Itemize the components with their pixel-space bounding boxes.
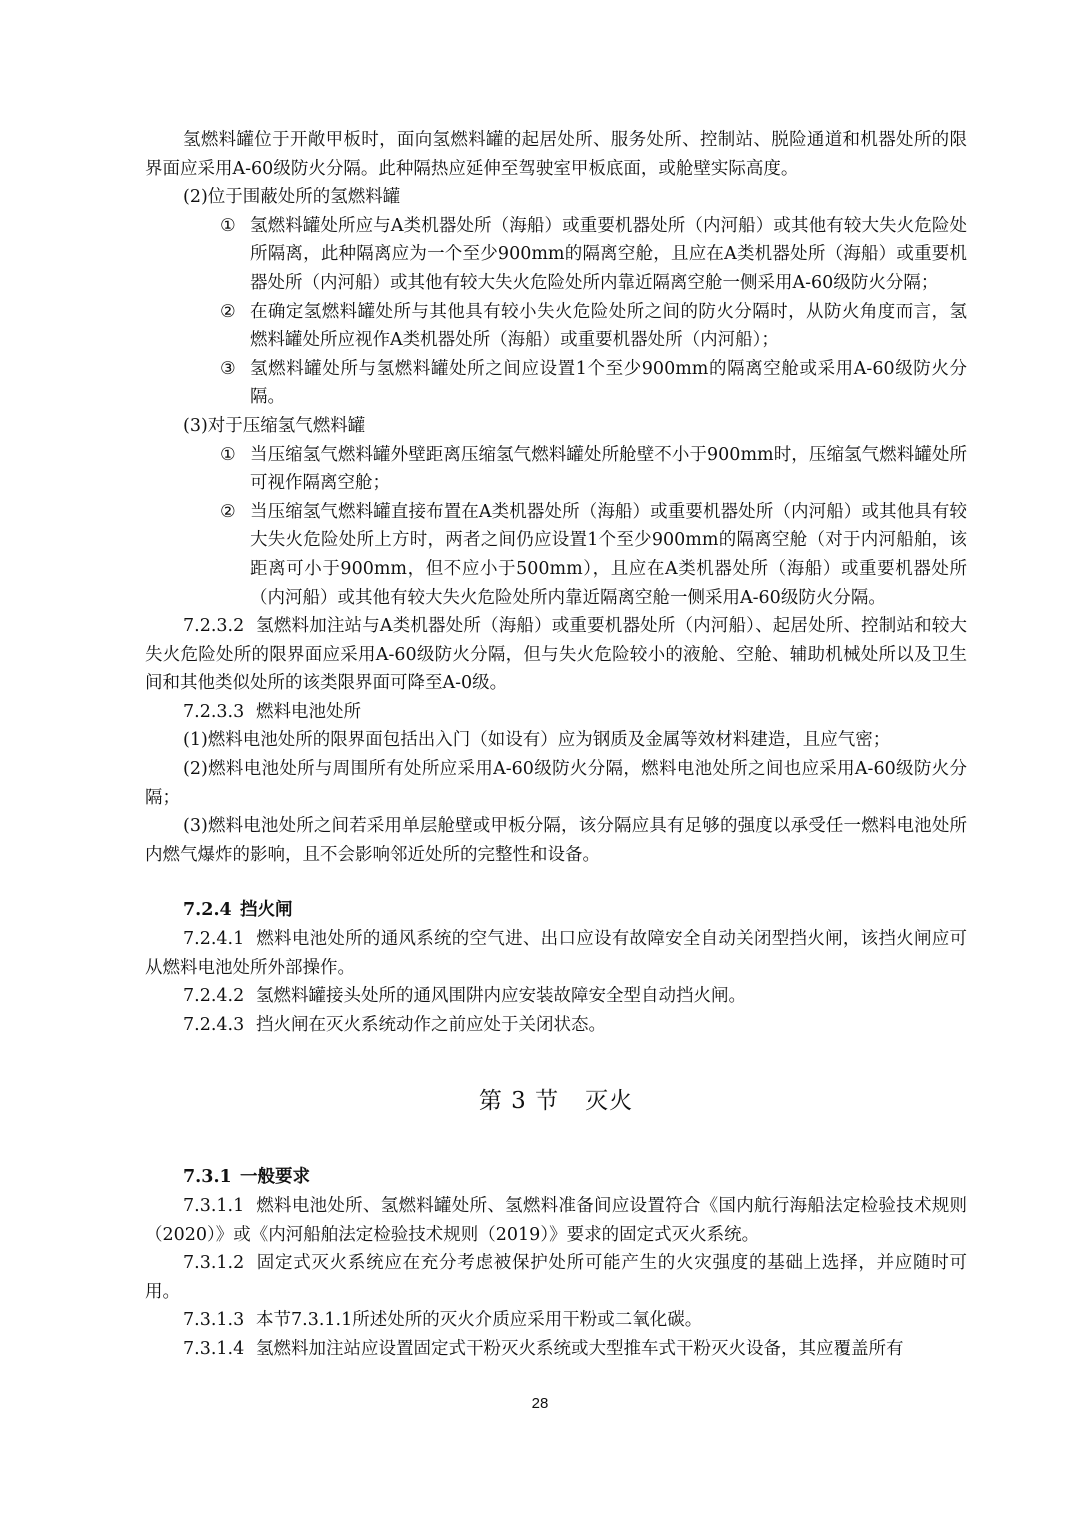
clause-7-2-3-3 <box>145 698 967 727</box>
list-item <box>145 298 967 355</box>
heading-number: 7.3.1 <box>183 1167 232 1188</box>
clause-number: 7.3.1.1 <box>183 1196 245 1216</box>
clause-text: 燃料电池处所、氢燃料罐处所、氢燃料准备间应设置符合《国内航行海船法定检验技术规则（2020）》或《内河船舶法定检验技术规则（2019）》要求的固定式灭火系统。 <box>145 1196 967 1245</box>
list-item-number: ② <box>220 301 236 322</box>
clause-text: 本节7.3.1.1所述处所的灭火介质应采用干粉或二氧化碳。 <box>256 1310 703 1331</box>
list-item-text: 当压缩氢气燃料罐直接布置在A类机器处所（海船）或重要机器处所（内河船）或其他具有较大失火危险处所上方时，两者之间仍应设置1个至少900mm的隔离空舱（对于内河船舶，该距离可小于900mm，但不应小于500mm），且应在A类机器处所（海船）或重要机器处所（内河船）或其他有较大失火危险处所内靠近隔离空舱一侧采用A-60级防火分隔。 <box>250 501 967 608</box>
paragraph-open-deck-tank: 氢燃料罐位于开敞甲板时，面向氢燃料罐的起居处所、服务处所、控制站、脱险通道和机器处所的限界面应采用A-60级防火分隔。此种隔热应延伸至驾驶室甲板底面，或舱壁实际高度。 <box>145 130 967 179</box>
subsection-compressed-tank-title: (3)对于压缩氢气燃料罐 <box>183 415 366 436</box>
clause-text: 燃料电池处所 <box>256 701 361 722</box>
heading-7-2-4 <box>145 896 967 925</box>
section-heading <box>145 1066 967 1136</box>
clause-7-2-3-2 <box>145 612 967 698</box>
paragraph-fuel-cell-a60: (2)燃料电池处所与周围所有处所应采用A-60级防火分隔，燃料电池处所之间也应采用A-60级防火分隔； <box>145 759 967 808</box>
clause-number: 7.2.4.2 <box>183 986 245 1007</box>
page-number: 28 <box>531 1395 549 1412</box>
heading-title: 一般要求 <box>240 1167 310 1188</box>
clause-7-2-4-1 <box>145 925 967 982</box>
clause-7-3-1-4 <box>145 1335 967 1364</box>
list-item-number: ② <box>220 501 236 522</box>
clause-7-2-4-2 <box>145 982 967 1011</box>
clause-text: 燃料电池处所的通风系统的空气进、出口应设有故障安全自动关闭型挡火闸，该挡火闸应可从燃料电池处所外部操作。 <box>145 929 967 978</box>
section-number: 第 3 节 <box>478 1088 560 1115</box>
list-item <box>145 212 967 298</box>
heading-7-3-1 <box>145 1163 967 1192</box>
clause-number: 7.3.1.3 <box>183 1310 245 1331</box>
list-item <box>145 355 967 412</box>
list-item <box>145 441 967 498</box>
list-item-text: 氢燃料罐处所与氢燃料罐处所之间应设置1个至少900mm的隔离空舱或采用A-60级防火分隔。 <box>250 358 967 408</box>
clause-number: 7.2.3.3 <box>183 701 245 722</box>
clause-text: 固定式灭火系统应在充分考虑被保护处所可能产生的火灾强度的基础上选择，并应随时可用。 <box>145 1253 967 1302</box>
list-item <box>145 498 967 612</box>
clause-7-3-1-2 <box>145 1249 967 1306</box>
clause-7-2-4-3 <box>145 1011 967 1040</box>
list-item-text: 在确定氢燃料罐处所与其他具有较小失火危险处所之间的防火分隔时，从防火角度而言，氢燃料罐处所应视作A类机器处所（海船）或重要机器处所（内河船）； <box>250 301 967 351</box>
list-item-number: ① <box>220 215 236 236</box>
clause-text: 氢燃料加注站应设置固定式干粉灭火系统或大型推车式干粉灭火设备，其应覆盖所有 <box>256 1338 904 1359</box>
subsection-enclosed-tank-title: (2)位于围蔽处所的氢燃料罐 <box>183 187 401 208</box>
list-item-text: 氢燃料罐处所应与A类机器处所（海船）或重要机器处所（内河船）或其他有较大失火危险处所隔离，此种隔离应为一个至少900mm的隔离空舱，且应在A类机器处所（海船）或重要机器处所（内河船）或其他有较大失火危险处所内靠近隔离空舱一侧采用A-60级防火分隔； <box>250 215 967 293</box>
clause-number: 7.2.4.1 <box>183 929 245 950</box>
paragraph-fuel-cell-explosion: (3)燃料电池处所之间若采用单层舱壁或甲板分隔，该分隔应具有足够的强度以承受任一燃料电池处所内燃气爆炸的影响，且不会影响邻近处所的完整性和设备。 <box>145 816 967 865</box>
clause-text: 挡火闸在灭火系统动作之前应处于关闭状态。 <box>256 1014 606 1035</box>
clause-7-3-1-3 <box>145 1306 967 1335</box>
section-title: 灭火 <box>585 1088 634 1115</box>
clause-number: 7.3.1.4 <box>183 1338 245 1359</box>
clause-number: 7.2.4.3 <box>183 1014 245 1035</box>
heading-title: 挡火闸 <box>240 900 293 921</box>
list-item-number: ① <box>220 444 236 465</box>
clause-number: 7.2.3.2 <box>183 616 245 637</box>
paragraph-fuel-cell-boundary: (1)燃料电池处所的限界面包括出入门（如设有）应为钢质及金属等效材料建造，且应气密； <box>183 730 891 751</box>
clause-7-3-1-1 <box>145 1192 967 1249</box>
clause-number: 7.3.1.2 <box>183 1253 245 1274</box>
page-body <box>145 126 967 1364</box>
heading-number: 7.2.4 <box>183 900 232 921</box>
list-item-number: ③ <box>220 358 236 379</box>
list-item-text: 当压缩氢气燃料罐外壁距离压缩氢气燃料罐处所舱壁不小于900mm时，压缩氢气燃料罐处所可视作隔离空舱； <box>250 444 967 494</box>
clause-text: 氢燃料加注站与A类机器处所（海船）或重要机器处所（内河船）、起居处所、控制站和较大失火危险处所的限界面应采用A-60级防火分隔，但与失火危险较小的液舱、空舱、辅助机械处所以及卫生间和其他类似处所的该类限界面可降至A-0级。 <box>145 616 967 694</box>
clause-text: 氢燃料罐接头处所的通风围阱内应安装故障安全型自动挡火闸。 <box>256 986 746 1007</box>
